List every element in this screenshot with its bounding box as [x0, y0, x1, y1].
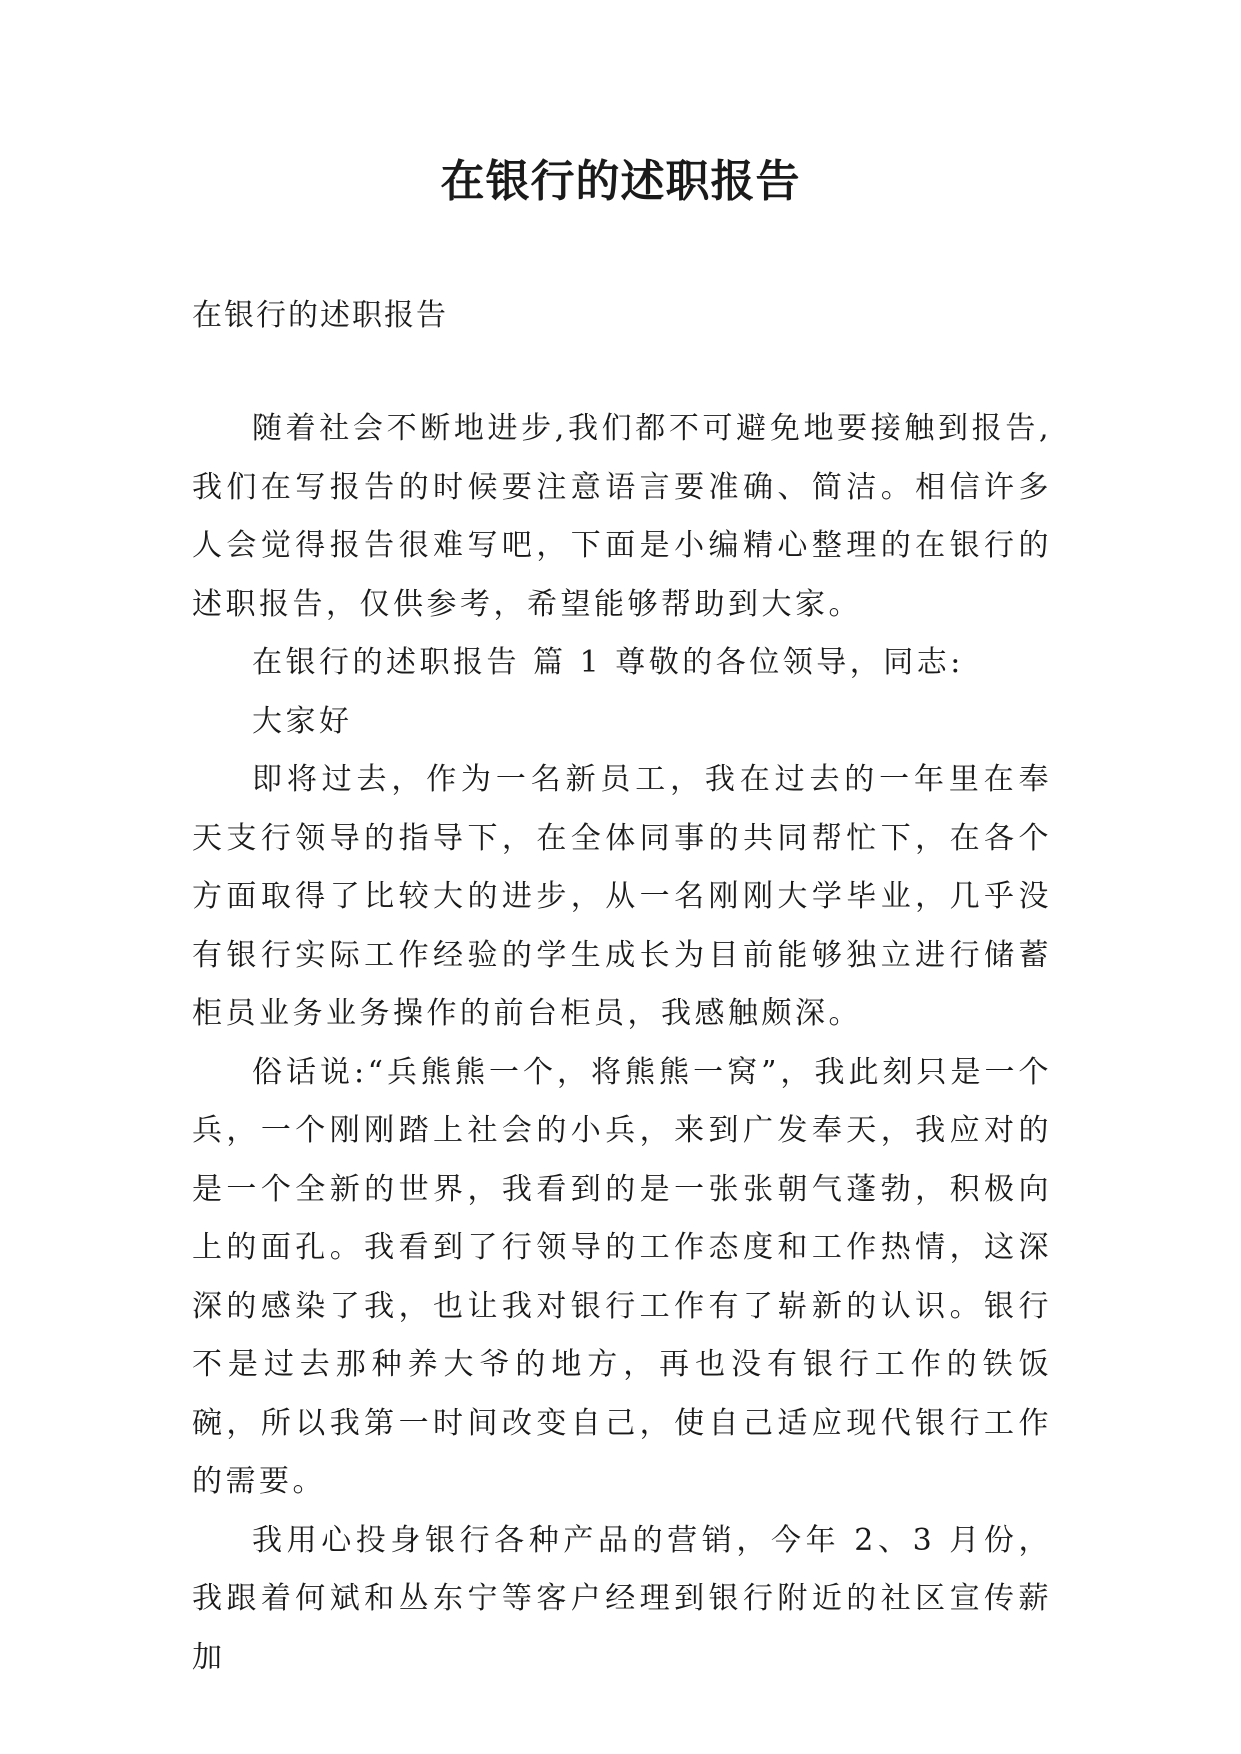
paragraph: 即将过去，作为一名新员工，我在过去的一年里在奉天支行领导的指导下，在全体同事的共同帮忙下，在各个方面取得了比较大的进步，从一名刚刚大学毕业，几乎没有银行实际工作经验的学生成长为目前能够独立进行储蓄柜员业务业务操作的前台柜员，我感触颇深。	[192, 762, 1052, 1031]
document-title: 在银行的述职报告	[440, 156, 801, 207]
paragraph: 在银行的述职报告 篇 1 尊敬的各位领导，同志:	[252, 645, 964, 680]
paragraph: 我用心投身银行各种产品的营销，今年 2、3 月份，我跟着何斌和丛东宁等客户经理到银行附近的社区宣传薪加	[192, 1522, 1052, 1675]
document-body	[192, 400, 1052, 1687]
paragraph: 随着社会不断地进步,我们都不可避免地要接触到报告,我们在写报告的时候要注意语言要准确、简洁。相信许多人会觉得报告很难写吧，下面是小编精心整理的在银行的述职报告，仅供参考，希望能够帮助到大家。	[192, 411, 1052, 622]
paragraph: 大家好	[252, 703, 353, 739]
paragraph: 俗话说:“兵熊熊一个，将熊熊一窝”，我此刻只是一个兵，一个刚刚踏上社会的小兵，来到广发奉天，我应对的是一个全新的世界，我看到的是一张张朝气蓬勃，积极向上的面孔。我看到了行领导的工作态度和工作热情，这深深的感染了我，也让我对银行工作有了崭新的认识。银行不是过去那种养大爷的地方，再也没有银行工作的铁饭碗，所以我第一时间改变自己，使自己适应现代银行工作的需要。	[192, 1054, 1052, 1499]
document-subtitle: 在银行的述职报告	[192, 298, 448, 333]
